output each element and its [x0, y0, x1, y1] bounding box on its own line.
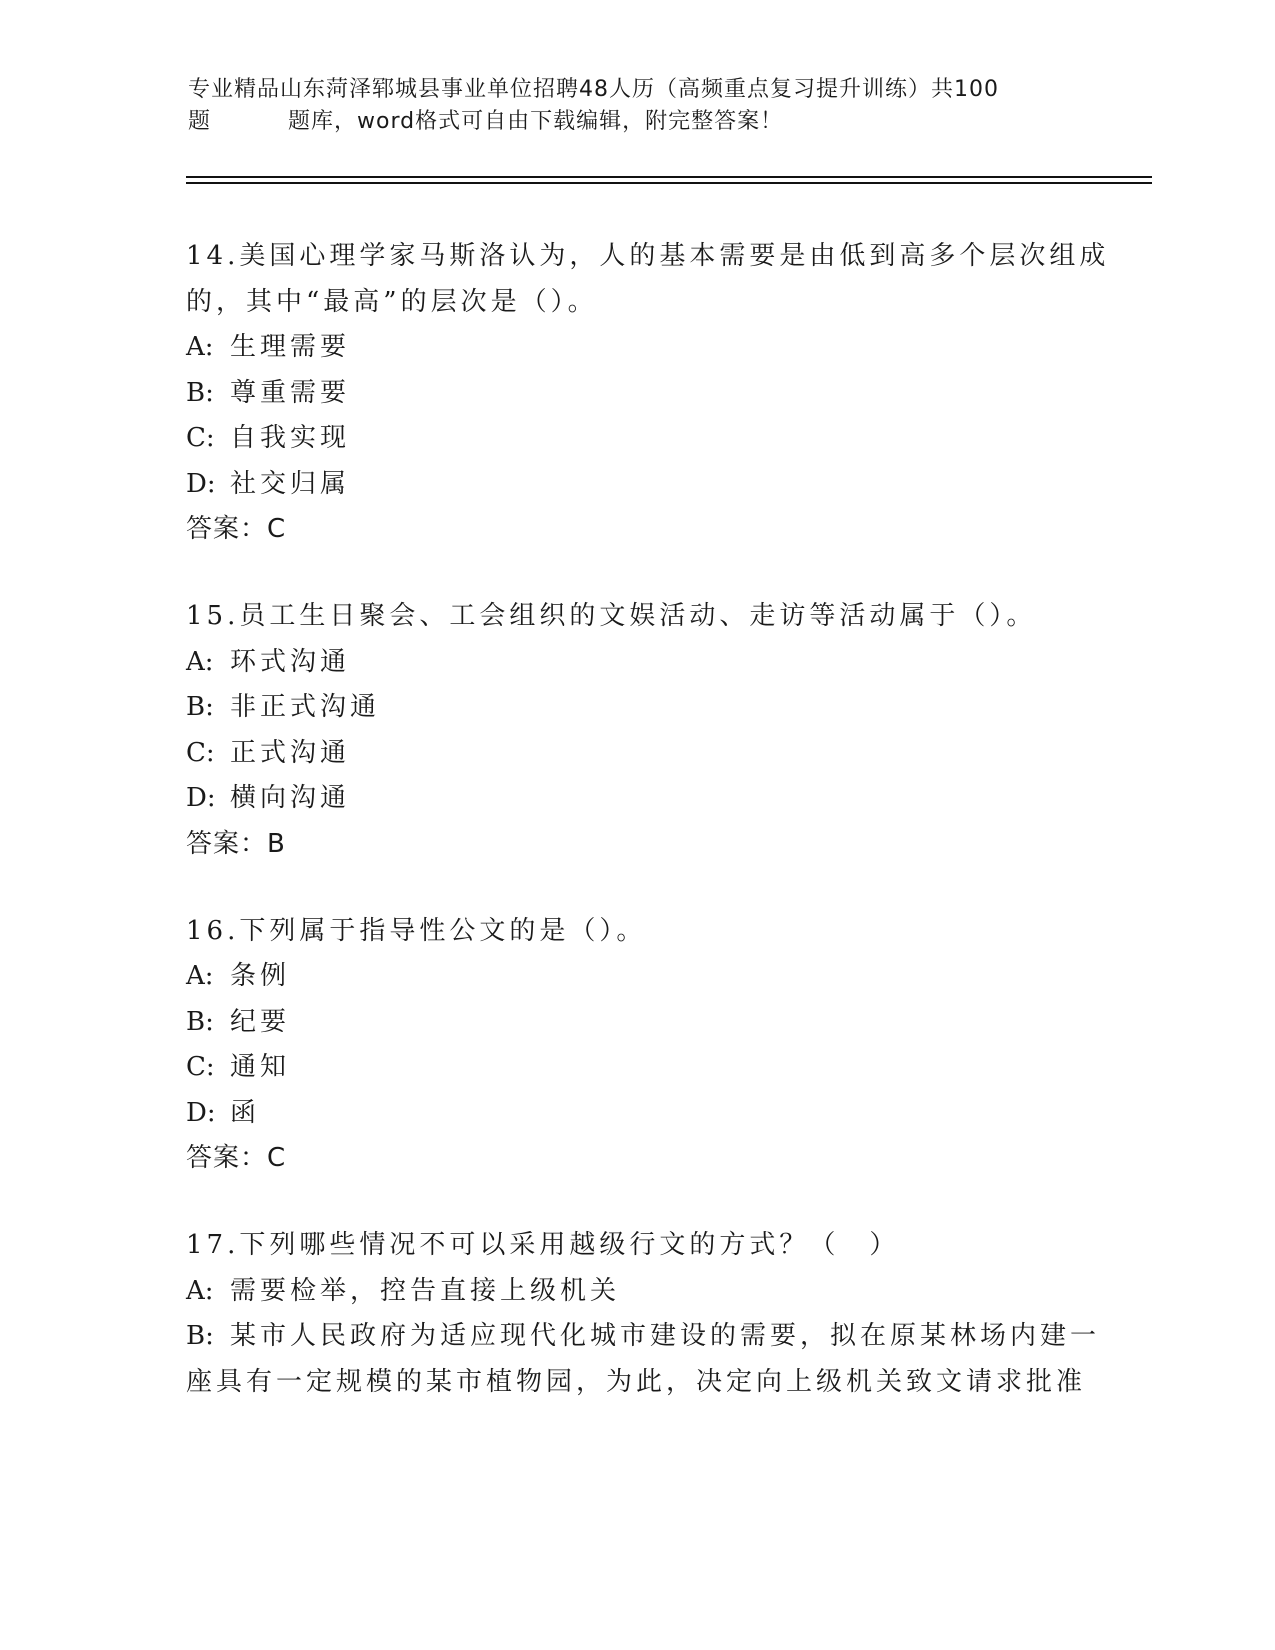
option-key: C: [186, 737, 215, 768]
option-key: D: [186, 783, 216, 813]
option-a [186, 640, 1086, 686]
option-text: 函 [230, 1097, 261, 1128]
option-b-continued [186, 1360, 1086, 1406]
document-header [188, 74, 1088, 138]
option-text: 生理需要 [230, 332, 351, 362]
option-key: B: [186, 377, 214, 408]
answer-line: 答案：B [186, 828, 286, 859]
question-16 [186, 909, 1086, 1182]
option-b [186, 371, 1086, 417]
option-b [186, 1000, 1086, 1046]
option-key: A: [186, 332, 214, 362]
option-text: 自我实现 [230, 423, 351, 453]
question-15 [186, 594, 1086, 867]
option-key: D: [186, 468, 216, 499]
option-d [186, 776, 1086, 822]
question-stem: 15.员工生日聚会、工会组织的文娱活动、走访等活动属于（）。 [186, 601, 1037, 631]
option-text: 条例 [230, 961, 291, 991]
question-stem: 的，其中“最高”的层次是（）。 [186, 286, 598, 317]
option-d [186, 462, 1086, 508]
header-title-line-2 [188, 106, 1088, 138]
header-divider-top [186, 176, 1152, 178]
option-b [186, 1314, 1101, 1360]
option-text: 横向沟通 [230, 783, 351, 813]
option-key: D: [186, 1097, 216, 1128]
answer-line: 答案：C [186, 1143, 287, 1173]
question-14 [186, 234, 1110, 552]
option-c [186, 1045, 1086, 1091]
option-key: C: [186, 1052, 215, 1082]
option-text: 正式沟通 [230, 737, 351, 768]
option-c [186, 416, 1086, 462]
option-key: C: [186, 423, 215, 453]
option-text: 社交归属 [230, 468, 351, 499]
option-a [186, 1269, 1086, 1315]
question-17 [186, 1223, 1101, 1405]
option-key: A: [186, 646, 214, 677]
option-text: 环式沟通 [230, 646, 351, 677]
option-a [186, 325, 1086, 371]
option-text: 非正式沟通 [230, 692, 381, 722]
option-text: 纪要 [230, 1006, 291, 1037]
option-text: 尊重需要 [230, 377, 351, 408]
option-key: B: [186, 1321, 214, 1351]
header-divider-bottom [186, 182, 1152, 184]
header-title-line-2-lead: 题 [188, 109, 212, 134]
option-key: A: [186, 961, 214, 991]
question-list [186, 234, 1110, 1447]
option-d [186, 1091, 1086, 1137]
option-a [186, 954, 1086, 1000]
option-c [186, 731, 1086, 777]
option-key: A: [186, 1275, 214, 1306]
option-text: 座具有一定规模的某市植物园，为此，决定向上级机关致文请求批准 [186, 1366, 1087, 1397]
option-key: B: [186, 692, 214, 722]
option-text: 通知 [230, 1052, 291, 1082]
question-stem: 16.下列属于指导性公文的是（）。 [186, 915, 647, 946]
header-title-line-1: 专业精品山东菏泽郓城县事业单位招聘48人历（高频重点复习提升训练）共100 [188, 77, 999, 102]
option-text: 某市人民政府为适应现代化城市建设的需要，拟在原某林场内建一 [230, 1321, 1101, 1351]
answer-line: 答案：C [186, 514, 287, 544]
option-text: 需要检举，控告直接上级机关 [230, 1275, 621, 1306]
question-stem: 17.下列哪些情况不可以采用越级行文的方式？（ ） [186, 1230, 900, 1260]
option-b [186, 685, 1086, 731]
question-stem: 14.美国心理学家马斯洛认为，人的基本需要是由低到高多个层次组成 [186, 241, 1110, 271]
header-title-line-2-rest: 题库，word格式可自由下载编辑，附完整答案！ [288, 109, 784, 134]
option-key: B: [186, 1006, 214, 1037]
